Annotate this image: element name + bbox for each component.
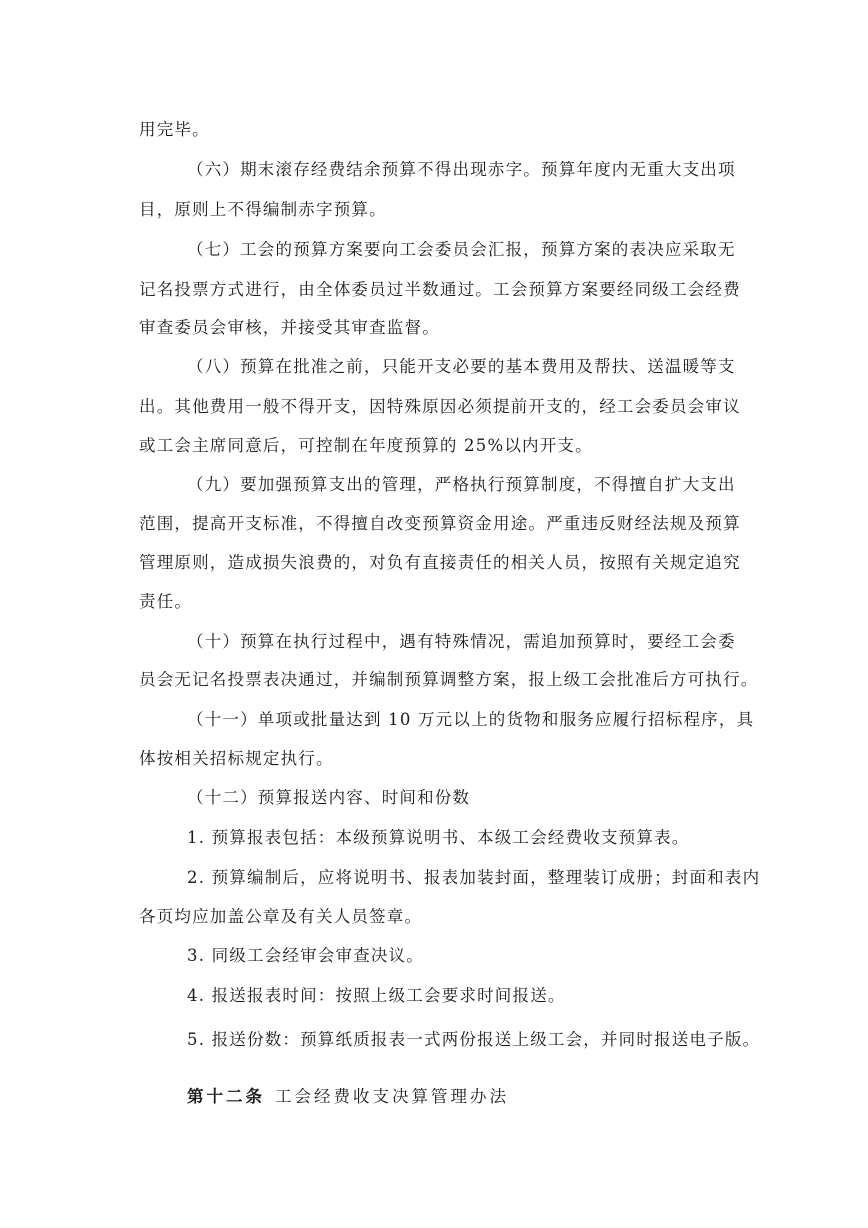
list-item: 2. 预算编制后，应将说明书、报表加装封面，整理装订成册；封面和表内 — [187, 868, 761, 887]
text-line: 审查委员会审核，并接受其审查监督。 — [139, 318, 440, 337]
text-line: （九）要加强预算支出的管理，严格执行预算制度，不得擅自扩大支出 — [187, 475, 736, 494]
text-line: 出。其他费用一般不得开支，因特殊原因必须提前开支的，经工会委员会审议 — [139, 397, 741, 416]
text-line: 范围，提高开支标准，不得擅自改变预算资金用途。严重违反财经法规及预算 — [139, 514, 741, 533]
text-line: （十一）单项或批量达到 10 万元以上的货物和服务应履行招标程序，具 — [187, 710, 755, 729]
text-line: 管理原则，造成损失浪费的，对负有直接责任的相关人员，按照有关规定追究 — [139, 553, 741, 572]
list-item: 4. 报送报表时间：按照上级工会要求时间报送。 — [187, 986, 566, 1005]
text-line: 各页均应加盖公章及有关人员签章。 — [139, 907, 423, 926]
text-line: 记名投票方式进行，由全体委员过半数通过。工会预算方案要经同级工会经费 — [139, 280, 741, 299]
article-title: 工会经费收支决算管理办法 — [275, 1087, 509, 1106]
text-line: 体按相关招标规定执行。 — [139, 749, 334, 768]
article-heading — [187, 1087, 509, 1107]
list-item: 1. 预算报表包括：本级预算说明书、本级工会经费收支预算表。 — [187, 828, 690, 847]
text-line: 责任。 — [139, 592, 193, 611]
text-line: 员会无记名投票表决通过，并编制预算调整方案，报上级工会批准后方可执行。 — [139, 670, 759, 689]
article-number: 第十二条 — [187, 1087, 265, 1106]
text-line: 用完毕。 — [139, 120, 210, 139]
text-line: 或工会主席同意后，可控制在年度预算的 25%以内开支。 — [139, 436, 593, 455]
text-line: （七）工会的预算方案要向工会委员会汇报，预算方案的表决应采取无 — [187, 240, 736, 259]
text-line: （六）期末滚存经费结余预算不得出现赤字。预算年度内无重大支出项 — [187, 160, 736, 179]
list-item: 3. 同级工会经审会审查决议。 — [187, 946, 424, 965]
text-line: （八）预算在批准之前，只能开支必要的基本费用及帮扶、送温暖等支 — [187, 357, 736, 376]
list-item: 5. 报送份数：预算纸质报表一式两份报送上级工会，并同时报送电子版。 — [187, 1030, 761, 1049]
text-line: （十二）预算报送内容、时间和份数 — [187, 788, 471, 807]
text-line: （十）预算在执行过程中，遇有特殊情况，需追加预算时，要经工会委 — [187, 632, 736, 651]
text-line: 目，原则上不得编制赤字预算。 — [139, 200, 387, 219]
